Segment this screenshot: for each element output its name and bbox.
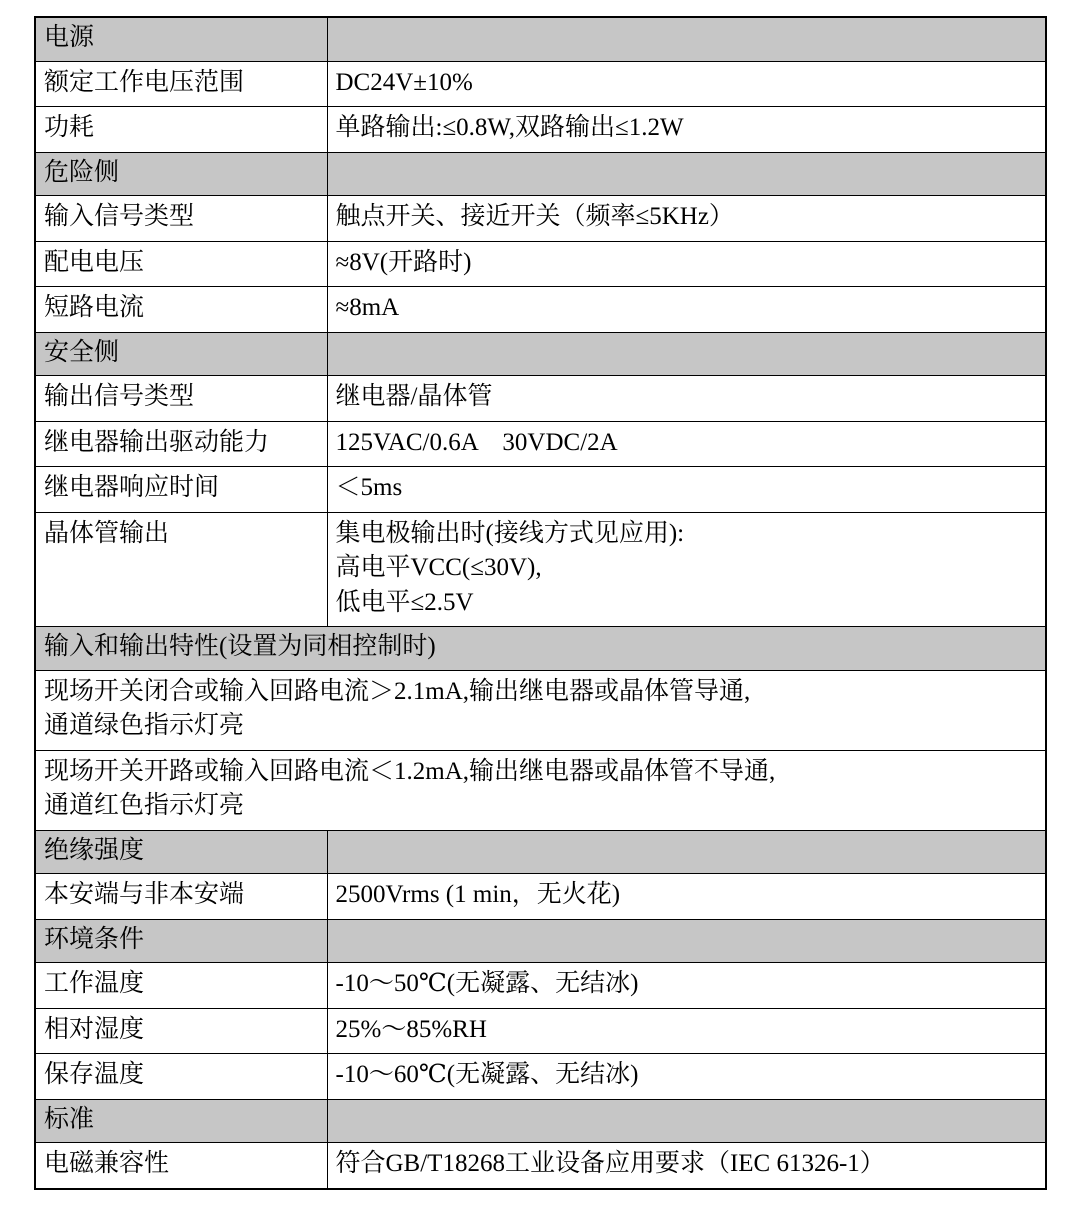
- table-row: [35, 287, 1046, 333]
- table-row: [35, 332, 1046, 376]
- row-label: 配电电压: [35, 241, 327, 287]
- row-label: 绝缘强度: [35, 830, 327, 874]
- table-row: [35, 627, 1046, 671]
- row-value: 继电器/晶体管: [327, 376, 1046, 422]
- table-row: [35, 467, 1046, 513]
- row-label: 保存温度: [35, 1054, 327, 1100]
- row-label: 电源: [35, 17, 327, 61]
- row-value: -10～60℃(无凝露、无结冰): [327, 1054, 1046, 1100]
- table-row: [35, 1054, 1046, 1100]
- row-value: DC24V±10%: [327, 61, 1046, 107]
- row-label: 工作温度: [35, 963, 327, 1009]
- table-row: [35, 61, 1046, 107]
- row-value: -10～50℃(无凝露、无结冰): [327, 963, 1046, 1009]
- row-label: 功耗: [35, 107, 327, 153]
- table-row: [35, 196, 1046, 242]
- row-label: 安全侧: [35, 332, 327, 376]
- row-label: 额定工作电压范围: [35, 61, 327, 107]
- table-row: [35, 750, 1046, 830]
- row-value-line: 高电平VCC(≤30V),: [335, 554, 542, 581]
- row-value: 触点开关、接近开关（频率≤5KHz）: [327, 196, 1046, 242]
- row-value: ≈8mA: [327, 287, 1046, 333]
- row-value: [327, 332, 1046, 376]
- row-label: 本安端与非本安端: [35, 874, 327, 920]
- row-label: 继电器输出驱动能力: [35, 421, 327, 467]
- row-label: 相对湿度: [35, 1008, 327, 1054]
- row-value: [327, 512, 1046, 627]
- row-label: 输入信号类型: [35, 196, 327, 242]
- row-value-line: 集电极输出时(接线方式见应用):: [335, 519, 685, 547]
- row-value: 125VAC/0.6A 30VDC/2A: [327, 421, 1046, 467]
- specification-table: [34, 16, 1047, 1190]
- row-label: 电磁兼容性: [35, 1143, 327, 1189]
- specification-table-body: [35, 17, 1046, 1189]
- row-value: ≈8V(开路时): [327, 241, 1046, 287]
- row-label: 继电器响应时间: [35, 467, 327, 513]
- table-row: [35, 512, 1046, 627]
- table-row: [35, 963, 1046, 1009]
- row-label: 输入和输出特性(设置为同相控制时): [35, 627, 1046, 671]
- row-value: [327, 1099, 1046, 1143]
- table-row: [35, 421, 1046, 467]
- row-value: 单路输出:≤0.8W,双路输出≤1.2W: [327, 107, 1046, 153]
- table-row: [35, 152, 1046, 196]
- row-label: 输出信号类型: [35, 376, 327, 422]
- table-row: [35, 830, 1046, 874]
- row-value: [327, 830, 1046, 874]
- table-row: [35, 241, 1046, 287]
- row-value-line: 现场开关闭合或输入回路电流＞2.1mA,输出继电器或晶体管导通,: [44, 677, 751, 705]
- row-label: 危险侧: [35, 152, 327, 196]
- row-value: 25%～85%RH: [327, 1008, 1046, 1054]
- row-value: [35, 750, 1046, 830]
- row-value: [327, 919, 1046, 963]
- row-label: 标准: [35, 1099, 327, 1143]
- row-value-line: 通道绿色指示灯亮: [44, 712, 245, 739]
- table-row: [35, 1143, 1046, 1189]
- row-value: ＜5ms: [327, 467, 1046, 513]
- table-row: [35, 1099, 1046, 1143]
- table-row: [35, 874, 1046, 920]
- row-value: 符合GB/T18268工业设备应用要求（IEC 61326-1）: [327, 1143, 1046, 1189]
- table-row: [35, 376, 1046, 422]
- row-value-line: 低电平≤2.5V: [335, 588, 474, 616]
- row-label: 晶体管输出: [35, 512, 327, 627]
- row-value-line: 现场开关开路或输入回路电流＜1.2mA,输出继电器或晶体管不导通,: [44, 757, 776, 785]
- table-row: [35, 919, 1046, 963]
- row-value: [327, 152, 1046, 196]
- table-row: [35, 17, 1046, 61]
- row-value: [327, 17, 1046, 61]
- table-row: [35, 107, 1046, 153]
- row-value: 2500Vrms (1 min，无火花): [327, 874, 1046, 920]
- row-label: 短路电流: [35, 287, 327, 333]
- row-label: 环境条件: [35, 919, 327, 963]
- table-row: [35, 670, 1046, 750]
- table-row: [35, 1008, 1046, 1054]
- row-value: [35, 670, 1046, 750]
- row-value-line: 通道红色指示灯亮: [44, 792, 245, 819]
